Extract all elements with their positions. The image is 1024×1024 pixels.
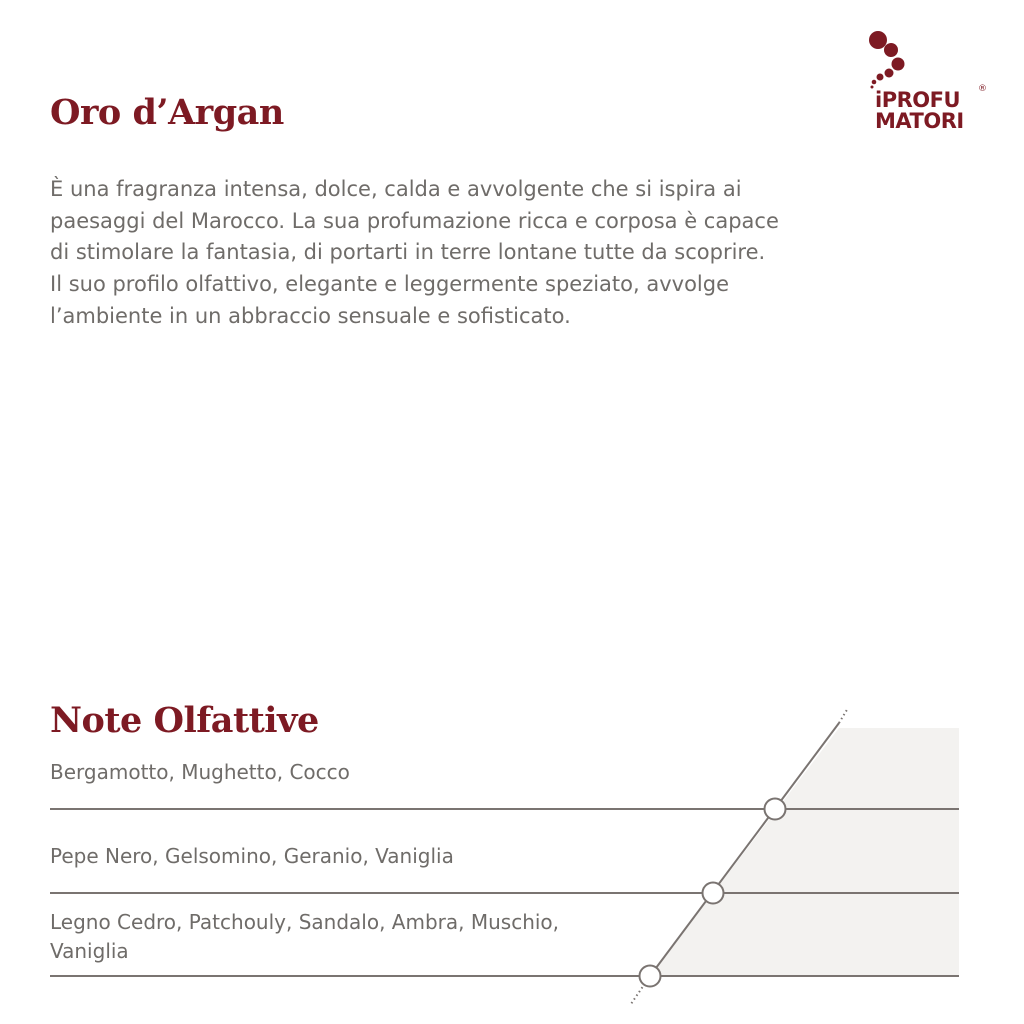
logo-text-line2: MATORI — [875, 109, 964, 133]
product-title: Oro d’Argan — [50, 92, 284, 133]
base-notes: Legno Cedro, Patchouly, Sandalo, Ambra, Muschio, Vaniglia — [50, 910, 560, 963]
pyramid-diagonal-top-dotted — [839, 708, 848, 723]
registered-mark: ® — [978, 84, 987, 94]
note-marker-base — [640, 966, 661, 987]
note-marker-heart — [703, 883, 724, 904]
top-notes: Bergamotto, Mughetto, Cocco — [50, 760, 350, 784]
pyramid-panel — [650, 728, 959, 976]
notes-title: Note Olfattive — [50, 700, 319, 741]
note-marker-top — [765, 799, 786, 820]
product-description: È una fragranza intensa, dolce, calda e avvolgente che si ispira ai paesaggi del Marocco. La sua profumazione ricca e corposa è capace di stimolare la fantasia, di portarti in terre lontane tutte da scoprire. Il suo profilo olfattivo, elegante e leggermente speziato, avvolge l’ambiente in un abbraccio sensuale e sofisticato. — [50, 177, 779, 328]
logo-text-line1: iPROFU — [875, 88, 961, 112]
heart-notes: Pepe Nero, Gelsomino, Geranio, Vaniglia — [50, 844, 454, 868]
